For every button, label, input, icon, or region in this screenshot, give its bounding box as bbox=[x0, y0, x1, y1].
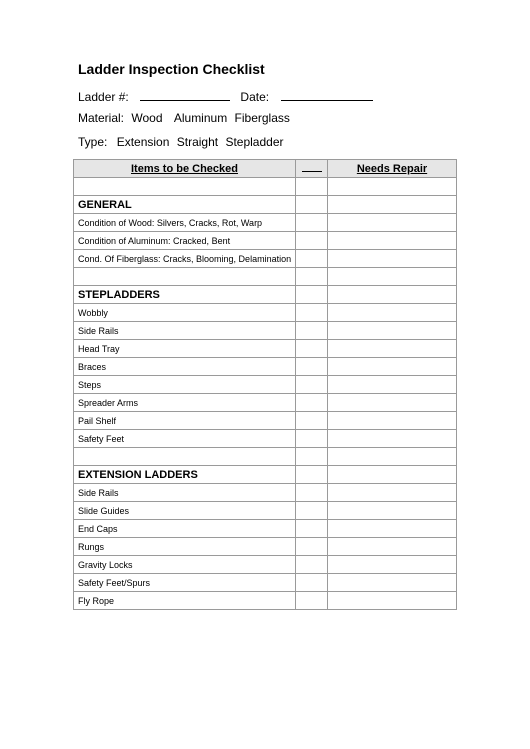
repair-cell[interactable] bbox=[328, 178, 457, 196]
ladder-date-row bbox=[78, 88, 373, 104]
table-row bbox=[74, 592, 457, 610]
check-cell[interactable] bbox=[296, 448, 328, 466]
repair-cell[interactable] bbox=[328, 196, 457, 214]
item-label: End Caps bbox=[74, 520, 296, 538]
item-label: Side Rails bbox=[74, 484, 296, 502]
item-label: Side Rails bbox=[74, 322, 296, 340]
table-row bbox=[74, 394, 457, 412]
check-cell[interactable] bbox=[296, 322, 328, 340]
check-cell[interactable] bbox=[296, 394, 328, 412]
item-label: Steps bbox=[74, 376, 296, 394]
item-label: Gravity Locks bbox=[74, 556, 296, 574]
check-cell[interactable] bbox=[296, 304, 328, 322]
check-cell[interactable] bbox=[296, 268, 328, 286]
repair-cell[interactable] bbox=[328, 268, 457, 286]
spacer-row bbox=[74, 448, 457, 466]
check-cell[interactable] bbox=[296, 466, 328, 484]
item-label: Head Tray bbox=[74, 340, 296, 358]
section-row bbox=[74, 196, 457, 214]
table-header-row bbox=[74, 160, 457, 178]
repair-cell[interactable] bbox=[328, 340, 457, 358]
item-label: Condition of Aluminum: Cracked, Bent bbox=[74, 232, 296, 250]
check-cell[interactable] bbox=[296, 592, 328, 610]
date-field[interactable] bbox=[281, 88, 373, 101]
repair-cell[interactable] bbox=[328, 466, 457, 484]
material-label: Material: bbox=[78, 111, 125, 125]
header-check-blank bbox=[302, 163, 322, 172]
ladder-number-field[interactable] bbox=[140, 88, 230, 101]
item-label: Safety Feet bbox=[74, 430, 296, 448]
table-row bbox=[74, 304, 457, 322]
repair-cell[interactable] bbox=[328, 448, 457, 466]
repair-cell[interactable] bbox=[328, 538, 457, 556]
spacer-row bbox=[74, 178, 457, 196]
check-cell[interactable] bbox=[296, 232, 328, 250]
material-option-fiberglass[interactable]: Fiberglass bbox=[234, 111, 290, 125]
blank-cell bbox=[74, 448, 296, 466]
type-option-stepladder[interactable]: Stepladder bbox=[225, 135, 284, 149]
item-label: Spreader Arms bbox=[74, 394, 296, 412]
item-label: Cond. Of Fiberglass: Cracks, Blooming, Delamination bbox=[74, 250, 296, 268]
repair-cell[interactable] bbox=[328, 574, 457, 592]
inspection-table bbox=[73, 159, 457, 610]
check-cell[interactable] bbox=[296, 376, 328, 394]
repair-cell[interactable] bbox=[328, 520, 457, 538]
item-label: Rungs bbox=[74, 538, 296, 556]
material-row bbox=[78, 111, 290, 125]
check-cell[interactable] bbox=[296, 538, 328, 556]
table-row bbox=[74, 538, 457, 556]
check-cell[interactable] bbox=[296, 412, 328, 430]
table-row bbox=[74, 502, 457, 520]
repair-cell[interactable] bbox=[328, 322, 457, 340]
item-label: Condition of Wood: Silvers, Cracks, Rot, Warp bbox=[74, 214, 296, 232]
repair-cell[interactable] bbox=[328, 304, 457, 322]
table-row bbox=[74, 340, 457, 358]
repair-cell[interactable] bbox=[328, 394, 457, 412]
check-cell[interactable] bbox=[296, 178, 328, 196]
table-row bbox=[74, 520, 457, 538]
table-row bbox=[74, 250, 457, 268]
item-label: Braces bbox=[74, 358, 296, 376]
spacer-row bbox=[74, 268, 457, 286]
table-row bbox=[74, 322, 457, 340]
blank-cell bbox=[74, 178, 296, 196]
check-cell[interactable] bbox=[296, 286, 328, 304]
material-option-wood[interactable]: Wood bbox=[131, 111, 163, 125]
table-row bbox=[74, 412, 457, 430]
check-cell[interactable] bbox=[296, 574, 328, 592]
table-row bbox=[74, 574, 457, 592]
repair-cell[interactable] bbox=[328, 430, 457, 448]
repair-cell[interactable] bbox=[328, 232, 457, 250]
check-cell[interactable] bbox=[296, 196, 328, 214]
table-row bbox=[74, 232, 457, 250]
repair-cell[interactable] bbox=[328, 412, 457, 430]
blank-cell bbox=[74, 268, 296, 286]
table-row bbox=[74, 376, 457, 394]
repair-cell[interactable] bbox=[328, 592, 457, 610]
item-label: Wobbly bbox=[74, 304, 296, 322]
section-heading: EXTENSION LADDERS bbox=[74, 466, 296, 484]
repair-cell[interactable] bbox=[328, 502, 457, 520]
table-row bbox=[74, 430, 457, 448]
type-row bbox=[78, 135, 284, 149]
table-row bbox=[74, 556, 457, 574]
material-option-aluminum[interactable]: Aluminum bbox=[173, 111, 228, 125]
check-cell[interactable] bbox=[296, 340, 328, 358]
table-row bbox=[74, 214, 457, 232]
check-cell[interactable] bbox=[296, 502, 328, 520]
check-cell[interactable] bbox=[296, 358, 328, 376]
repair-cell[interactable] bbox=[328, 286, 457, 304]
item-label: Fly Rope bbox=[74, 592, 296, 610]
repair-cell[interactable] bbox=[328, 484, 457, 502]
page-title: Ladder Inspection Checklist bbox=[78, 61, 265, 77]
type-option-extension[interactable]: Extension bbox=[116, 135, 170, 149]
check-cell[interactable] bbox=[296, 556, 328, 574]
date-label: Date: bbox=[240, 90, 270, 104]
section-heading: GENERAL bbox=[74, 196, 296, 214]
check-cell[interactable] bbox=[296, 250, 328, 268]
type-option-straight[interactable]: Straight bbox=[176, 135, 219, 149]
header-items: Items to be Checked bbox=[74, 160, 296, 178]
repair-cell[interactable] bbox=[328, 376, 457, 394]
table-row bbox=[74, 484, 457, 502]
item-label: Slide Guides bbox=[74, 502, 296, 520]
item-label: Safety Feet/Spurs bbox=[74, 574, 296, 592]
type-label: Type: bbox=[78, 135, 108, 149]
check-cell[interactable] bbox=[296, 520, 328, 538]
repair-cell[interactable] bbox=[328, 358, 457, 376]
repair-cell[interactable] bbox=[328, 556, 457, 574]
check-cell[interactable] bbox=[296, 484, 328, 502]
repair-cell[interactable] bbox=[328, 214, 457, 232]
section-row bbox=[74, 466, 457, 484]
section-row bbox=[74, 286, 457, 304]
table-row bbox=[74, 358, 457, 376]
check-cell[interactable] bbox=[296, 430, 328, 448]
ladder-number-label: Ladder #: bbox=[78, 90, 129, 104]
section-heading: STEPLADDERS bbox=[74, 286, 296, 304]
item-label: Pail Shelf bbox=[74, 412, 296, 430]
header-check bbox=[296, 160, 328, 178]
header-needs-repair: Needs Repair bbox=[328, 160, 457, 178]
check-cell[interactable] bbox=[296, 214, 328, 232]
repair-cell[interactable] bbox=[328, 250, 457, 268]
